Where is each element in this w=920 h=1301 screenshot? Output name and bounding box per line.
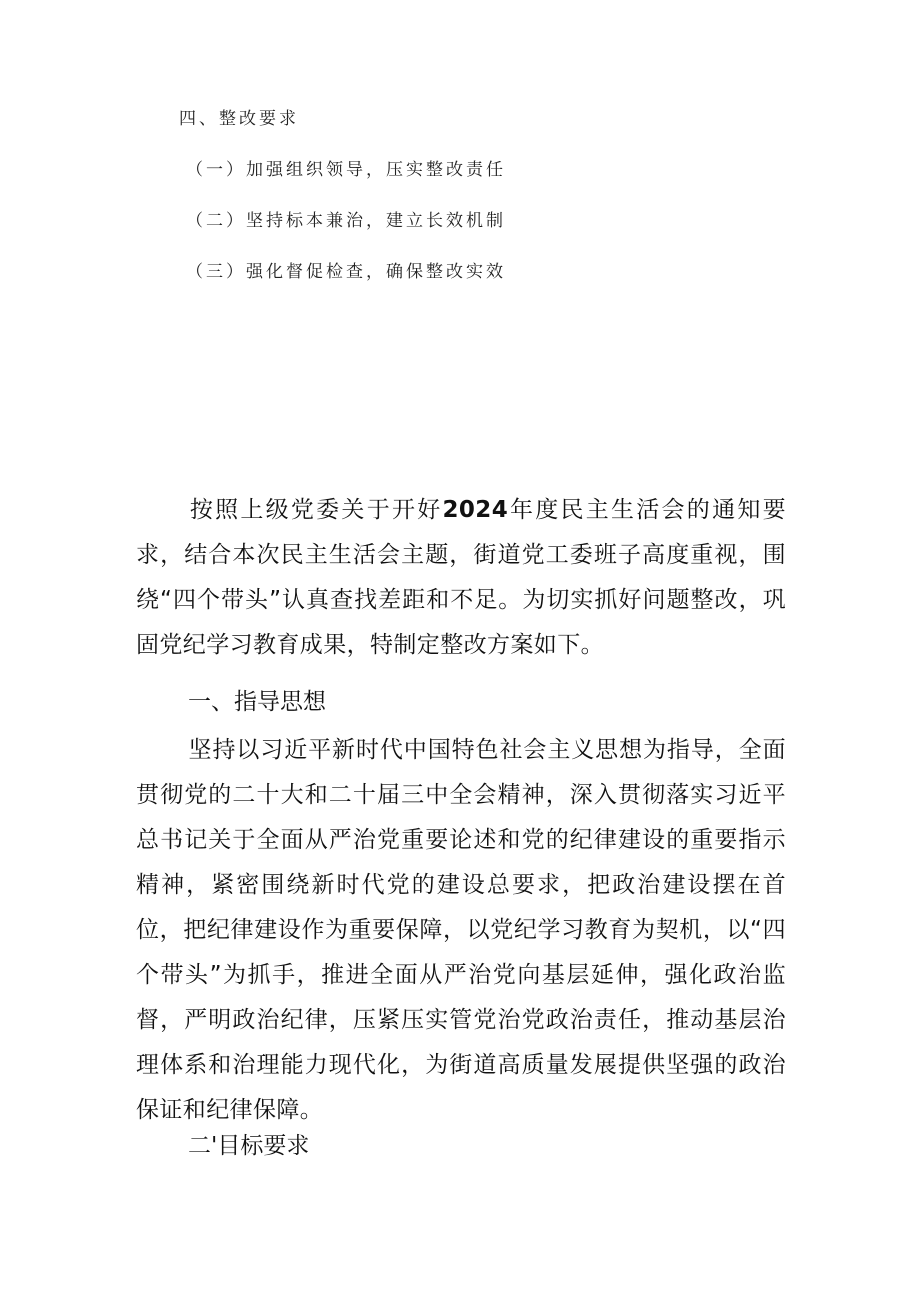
intro-text-before-year: 按照上级党委关于开好 (188, 497, 443, 523)
outline-heading: 四、整改要求 (179, 109, 299, 129)
section-1-body-text: 坚持以习近平新时代中国特色社会主义思想为指导，全面贯彻党的二十大和二十届三中全会精神，深入贯彻落实习近平总书记关于全面从严治党重要论述和党的纪律建设的重要指示精神，紧密围绕新时代党的建设总要求，把政治建设摆在首位，把纪律建设作为重要保障，以党纪学习教育为契机，以“四个带头”为抓手，推进全面从严治党向基层延伸，强化政治监督，严明政治纪律，压紧压实管党治党政治责任，推动基层治理体系和治理能力现代化，为街道高质量发展提供坚强的政治保证和纪律保障。 (136, 737, 786, 1123)
section-1-heading: 一、指导思想 (188, 689, 326, 715)
outline-item-2: （二）坚持标本兼治，建立长效机制 (186, 211, 506, 231)
outline-item-1: （一）加强组织领导，压实整改责任 (186, 160, 506, 180)
intro-year: 2024 (442, 497, 509, 523)
intro-text-after-year: 年度民主生活会的通知要求，结合本次民主生活会主题，街道党工委班子高度重视，围绕“四个带头”认真查找差距和不足。为切实抓好问题整改，巩固党纪学习教育成果，特制定整改方案如下。 (136, 497, 786, 658)
outline-item-3: （三）强化督促检查，确保整改实效 (186, 262, 506, 282)
section-1-body (136, 728, 786, 1133)
section-2-heading: 二'目标要求 (188, 1133, 310, 1159)
intro-paragraph (136, 488, 786, 668)
